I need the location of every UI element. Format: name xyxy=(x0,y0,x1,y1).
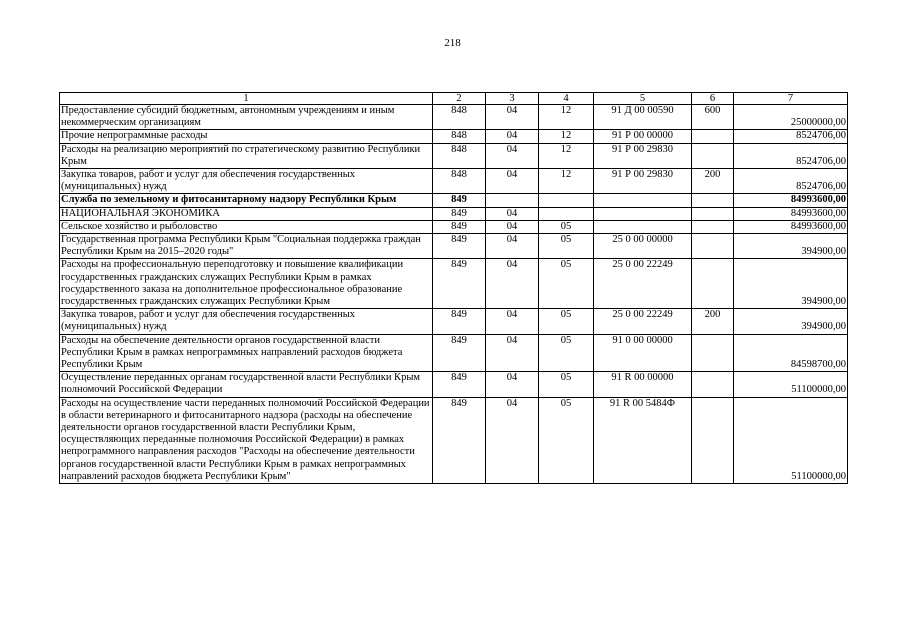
row-amount: 8524706,00 xyxy=(734,130,848,143)
row-expense-type xyxy=(692,334,734,372)
row-target-article xyxy=(594,220,692,233)
row-section: 04 xyxy=(486,372,539,397)
row-ministry-code: 849 xyxy=(433,259,486,309)
column-header: 5 xyxy=(594,93,692,105)
row-expense-type: 200 xyxy=(692,309,734,334)
row-ministry-code: 849 xyxy=(433,194,486,207)
row-subsection: 05 xyxy=(539,372,594,397)
row-description: Сельское хозяйство и рыболовство xyxy=(60,220,433,233)
row-expense-type xyxy=(692,207,734,220)
table-row xyxy=(60,169,848,194)
row-section: 04 xyxy=(486,220,539,233)
row-ministry-code: 848 xyxy=(433,105,486,130)
row-description: Закупка товаров, работ и услуг для обеспечения государственных (муниципальных) нужд xyxy=(60,169,433,194)
row-target-article: 91 Д 00 00590 xyxy=(594,105,692,130)
column-header: 1 xyxy=(60,93,433,105)
table-row xyxy=(60,259,848,309)
row-ministry-code: 848 xyxy=(433,143,486,168)
row-subsection: 05 xyxy=(539,309,594,334)
row-target-article xyxy=(594,207,692,220)
row-description: Прочие непрограммные расходы xyxy=(60,130,433,143)
row-ministry-code: 848 xyxy=(433,130,486,143)
row-subsection: 12 xyxy=(539,130,594,143)
row-ministry-code: 849 xyxy=(433,309,486,334)
table-row xyxy=(60,309,848,334)
row-expense-type xyxy=(692,194,734,207)
row-ministry-code: 849 xyxy=(433,220,486,233)
row-ministry-code: 849 xyxy=(433,397,486,483)
row-target-article: 91 R 00 00000 xyxy=(594,372,692,397)
row-ministry-code: 849 xyxy=(433,334,486,372)
row-description: Предоставление субсидий бюджетным, автономным учреждениям и иным некоммерческим организациям xyxy=(60,105,433,130)
budget-table xyxy=(59,92,848,484)
row-amount: 51100000,00 xyxy=(734,397,848,483)
table-row xyxy=(60,372,848,397)
row-subsection xyxy=(539,207,594,220)
column-header: 6 xyxy=(692,93,734,105)
row-expense-type xyxy=(692,372,734,397)
row-description: Осуществление переданных органам государственной власти Республики Крым полномочий Российской Федерации xyxy=(60,372,433,397)
table-row xyxy=(60,234,848,259)
row-amount: 8524706,00 xyxy=(734,143,848,168)
row-description: Расходы на профессиональную переподготовку и повышение квалификации государственных гражданских служащих Республики Крым в рамках государственного заказа на дополнительное профессиональное образование государственных гражданских служащих Республики Крым xyxy=(60,259,433,309)
table-row xyxy=(60,220,848,233)
row-target-article xyxy=(594,194,692,207)
row-section xyxy=(486,194,539,207)
row-expense-type: 600 xyxy=(692,105,734,130)
row-expense-type xyxy=(692,130,734,143)
row-amount: 84993600,00 xyxy=(734,194,848,207)
row-amount: 394900,00 xyxy=(734,234,848,259)
table-row xyxy=(60,130,848,143)
table-header-row xyxy=(60,93,848,105)
row-section: 04 xyxy=(486,259,539,309)
table-row xyxy=(60,207,848,220)
row-amount: 84993600,00 xyxy=(734,220,848,233)
row-subsection: 05 xyxy=(539,234,594,259)
row-section: 04 xyxy=(486,130,539,143)
table-row xyxy=(60,397,848,483)
row-description: Расходы на осуществление части переданных полномочий Российской Федерации в области ветеринарного и фитосанитарного надзора (расходы на обеспечение деятельности органов государственной власти Республики Крым, осуществляющих переданные полномочия Российской Федерации) в рамках непрограммного направления расходов "Расходы на обеспечение деятельности органов государственной власти Республики Крым в рамках непрограммных направлений расходов бюджета Республики Крым" xyxy=(60,397,433,483)
row-target-article: 91 0 00 00000 xyxy=(594,334,692,372)
row-section: 04 xyxy=(486,143,539,168)
row-description: Расходы на реализацию мероприятий по стратегическому развитию Республики Крым xyxy=(60,143,433,168)
row-subsection: 05 xyxy=(539,397,594,483)
row-target-article: 91 Р 00 29830 xyxy=(594,169,692,194)
row-subsection: 05 xyxy=(539,220,594,233)
row-description: Служба по земельному и фитосанитарному надзору Республики Крым xyxy=(60,194,433,207)
row-amount: 394900,00 xyxy=(734,309,848,334)
row-amount: 394900,00 xyxy=(734,259,848,309)
table-row xyxy=(60,143,848,168)
row-subsection: 12 xyxy=(539,105,594,130)
page-number: 218 xyxy=(444,37,461,49)
column-header: 4 xyxy=(539,93,594,105)
row-description: НАЦИОНАЛЬНАЯ ЭКОНОМИКА xyxy=(60,207,433,220)
row-section: 04 xyxy=(486,397,539,483)
row-expense-type xyxy=(692,397,734,483)
row-section: 04 xyxy=(486,207,539,220)
row-section: 04 xyxy=(486,105,539,130)
row-target-article: 25 0 00 22249 xyxy=(594,309,692,334)
row-description: Государственная программа Республики Крым "Социальная поддержка граждан Республики Крым на 2015–2020 годы" xyxy=(60,234,433,259)
row-subsection: 12 xyxy=(539,169,594,194)
row-section: 04 xyxy=(486,169,539,194)
row-ministry-code: 849 xyxy=(433,207,486,220)
row-target-article: 91 Р 00 29830 xyxy=(594,143,692,168)
row-expense-type xyxy=(692,259,734,309)
row-ministry-code: 849 xyxy=(433,372,486,397)
row-subsection xyxy=(539,194,594,207)
row-ministry-code: 848 xyxy=(433,169,486,194)
column-header: 3 xyxy=(486,93,539,105)
row-subsection: 05 xyxy=(539,259,594,309)
row-expense-type xyxy=(692,234,734,259)
table-row xyxy=(60,105,848,130)
row-amount: 8524706,00 xyxy=(734,169,848,194)
row-expense-type: 200 xyxy=(692,169,734,194)
row-amount: 84993600,00 xyxy=(734,207,848,220)
row-description: Расходы на обеспечение деятельности органов государственной власти Республики Крым в рамках непрограммных направлений расходов бюджета Республики Крым xyxy=(60,334,433,372)
row-ministry-code: 849 xyxy=(433,234,486,259)
row-target-article: 91 Р 00 00000 xyxy=(594,130,692,143)
row-amount: 51100000,00 xyxy=(734,372,848,397)
column-header: 7 xyxy=(734,93,848,105)
row-subsection: 12 xyxy=(539,143,594,168)
row-target-article: 25 0 00 22249 xyxy=(594,259,692,309)
row-subsection: 05 xyxy=(539,334,594,372)
table-row xyxy=(60,194,848,207)
row-target-article: 91 R 00 5484Ф xyxy=(594,397,692,483)
row-section: 04 xyxy=(486,334,539,372)
row-amount: 84598700,00 xyxy=(734,334,848,372)
row-section: 04 xyxy=(486,234,539,259)
row-section: 04 xyxy=(486,309,539,334)
row-expense-type xyxy=(692,220,734,233)
row-expense-type xyxy=(692,143,734,168)
row-target-article: 25 0 00 00000 xyxy=(594,234,692,259)
row-amount: 25000000,00 xyxy=(734,105,848,130)
table-row xyxy=(60,334,848,372)
row-description: Закупка товаров, работ и услуг для обеспечения государственных (муниципальных) нужд xyxy=(60,309,433,334)
column-header: 2 xyxy=(433,93,486,105)
